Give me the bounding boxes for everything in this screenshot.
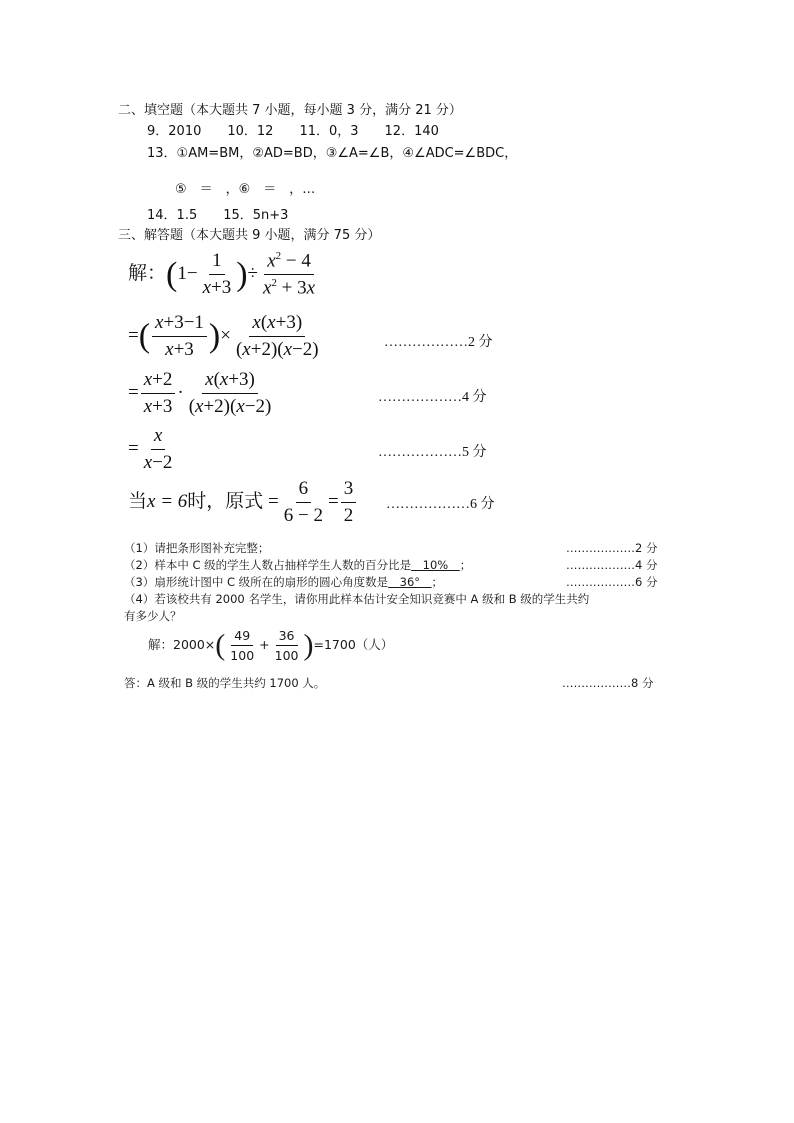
- solution-prefix: 解：: [128, 263, 167, 285]
- score-4: ………………4 分: [378, 390, 487, 405]
- section2-row14: 14．1.5 15．5n+3: [147, 208, 289, 223]
- stats-q2-score: ………………4 分: [566, 558, 658, 572]
- section2-title: 二、填空题（本大题共 7 小题，每小题 3 分，满分 21 分）: [118, 103, 462, 118]
- score-2: ………………2 分: [384, 335, 493, 350]
- stats-q2-answer: 10%: [411, 558, 460, 572]
- stats-q3-answer: 36°: [388, 575, 432, 589]
- solution-step-0: 解：(1− $\frac{1}{x+3}$ )÷ $\frac{x^2 - 4}{x^2 + 3x}$: [128, 250, 316, 299]
- stats-q3-score: ………………6 分: [566, 575, 658, 589]
- stats-q3: （3）扇形统计图中 C 级所在的扇形的圆心角度数是 36° ；: [124, 575, 444, 589]
- solution-step-1: =( $\frac{x+3-1}{x+3}$ )× $\frac{x(x+3)}{(x+2)(x-2)}$: [128, 312, 319, 360]
- score-5: ………………5 分: [378, 445, 487, 460]
- section3-title: 三、解答题（本大题共 9 小题，满分 75 分）: [118, 228, 381, 243]
- stats-q1: （1）请把条形图补充完整；: [124, 541, 270, 555]
- section2-row1: 9．2010 10．12 11．0，3 12．140: [147, 124, 439, 139]
- stats-q1-score: ………………2 分: [566, 541, 658, 555]
- solution-step-2: = $\frac{x+2}{x+3}$ · $\frac{x(x+3)}{(x+2)(x-2)}$: [128, 369, 272, 417]
- section2-row13: 13．①AM=BM，②AD=BD，③∠A=∠B，④∠ADC=∠BDC，: [147, 146, 518, 161]
- stats-answer: 答：A 级和 B 级的学生共约 1700 人。: [124, 676, 326, 690]
- stats-answer-score: ………………8 分: [562, 676, 654, 690]
- score-6: ………………6 分: [386, 497, 495, 512]
- solution-step-3: = $\frac{x}{x-2}$: [128, 425, 173, 473]
- stats-q4-line2: 有多少人？: [124, 609, 182, 623]
- stats-q4-line1: （4）若该校共有 2000 名学生，请你用此样本估计安全知识竞赛中 A 级和 B 级的学生共约: [124, 592, 590, 606]
- section2-row13b: ⑤ ＝ ，⑥ ＝ ，…: [175, 182, 316, 197]
- stats-calc: 解：2000×( $\frac{49}{100}$ + $\frac{36}{100}$ )=1700（人）: [148, 628, 394, 663]
- solution-step-4: 当x = 6时，原式 = $\frac{6}{6 - 2}$ = $\frac{3}{2}$: [128, 478, 358, 527]
- stats-q2: （2）样本中 C 级的学生人数占抽样学生人数的百分比是 10% ；: [124, 558, 472, 572]
